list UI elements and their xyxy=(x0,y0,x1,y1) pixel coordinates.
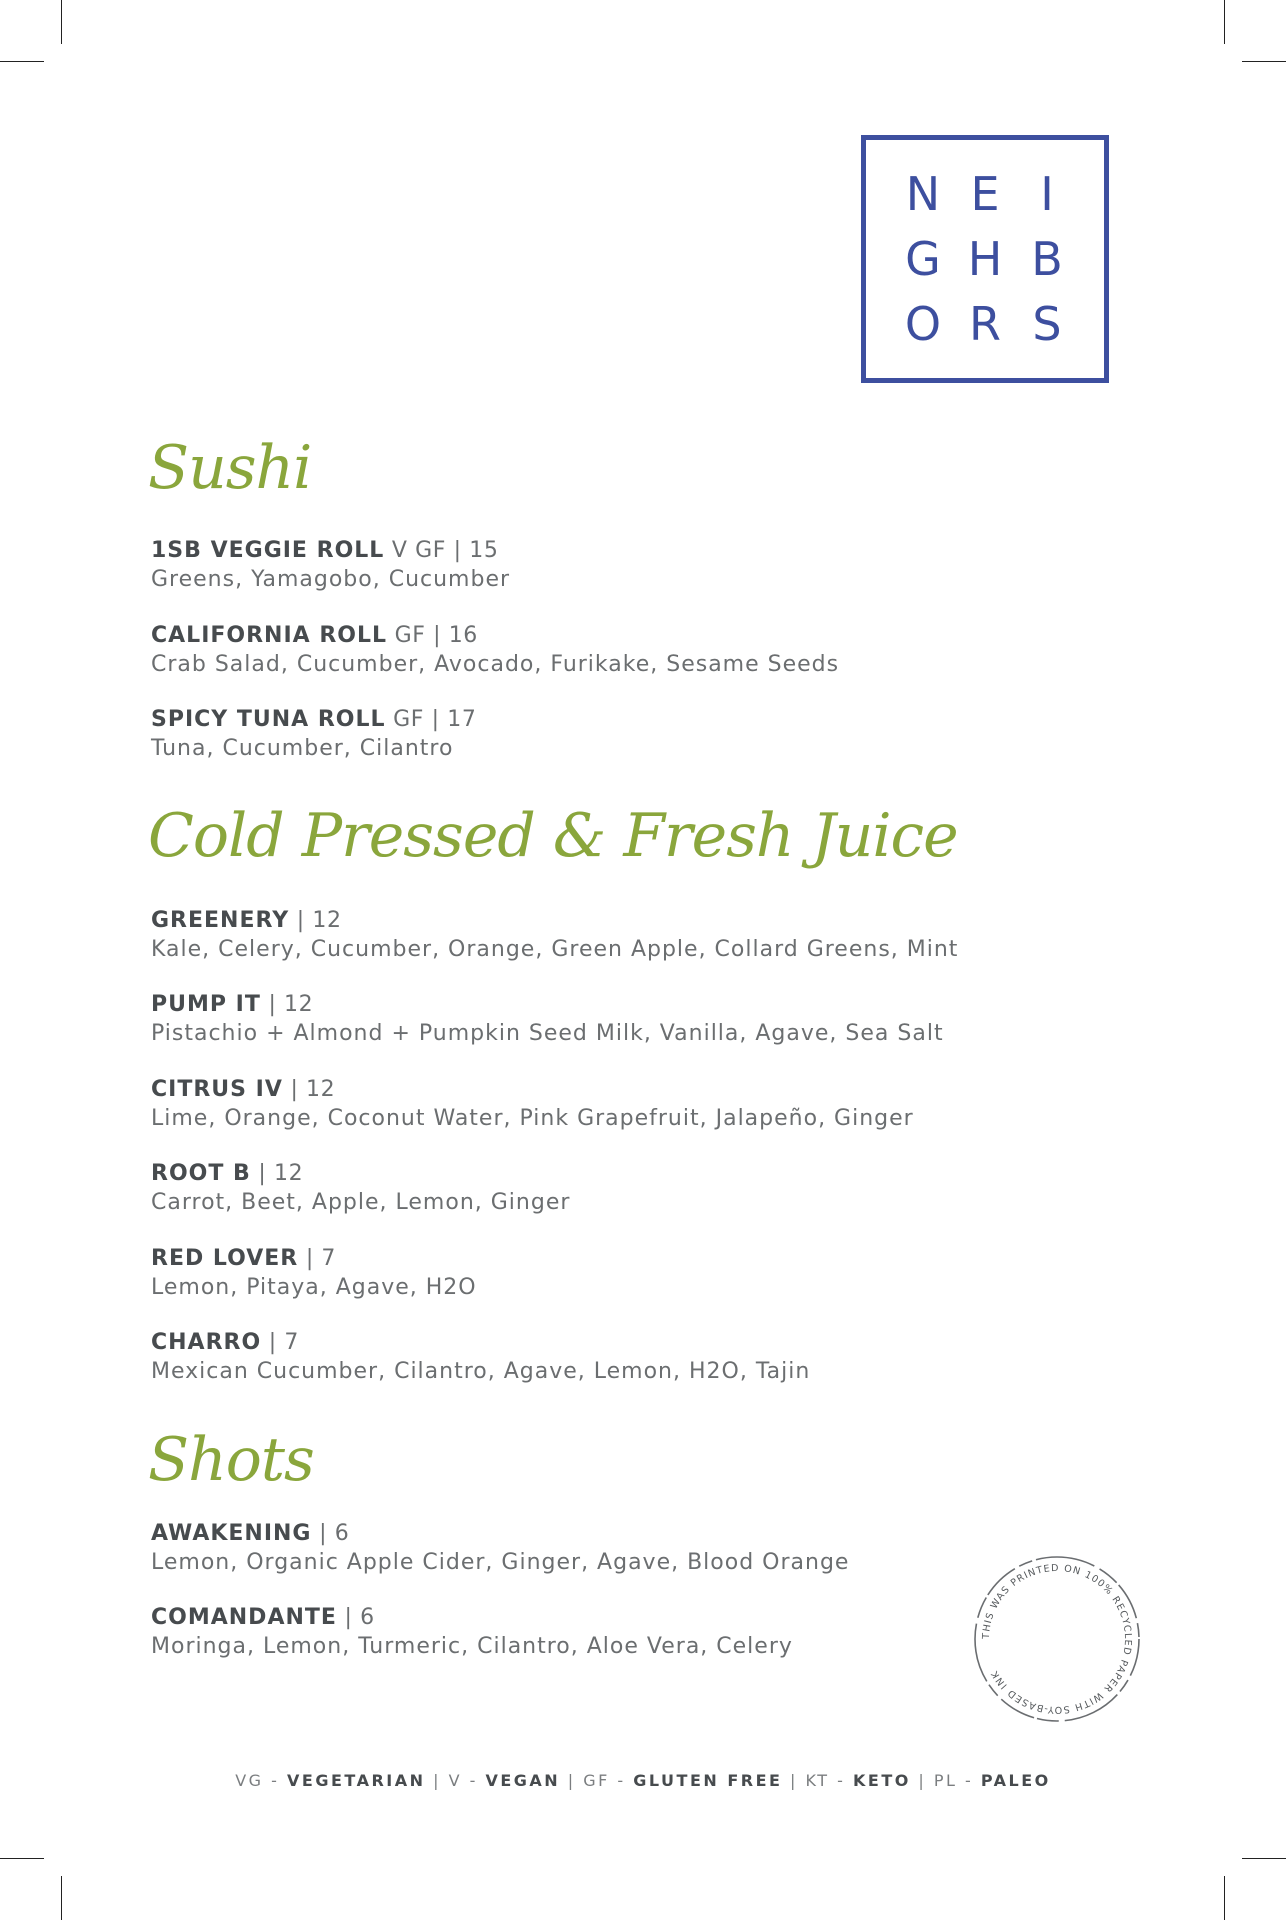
item-description: Tuna, Cucumber, Cilantro xyxy=(151,736,454,761)
logo-letter: O xyxy=(904,296,942,351)
item-name: RED LOVER xyxy=(151,1246,299,1271)
legend-label: PALEO xyxy=(980,1771,1051,1790)
legend-separator: | xyxy=(560,1771,584,1790)
crop-mark xyxy=(1224,1876,1225,1920)
crop-mark xyxy=(1242,1858,1286,1859)
menu-item xyxy=(151,705,476,763)
menu-item xyxy=(151,1075,914,1133)
section-title-shots: Shots xyxy=(148,1425,314,1495)
item-meta: | 7 xyxy=(261,1330,299,1355)
item-description: Mexican Cucumber, Cilantro, Agave, Lemon, H2O, Tajin xyxy=(151,1359,811,1384)
item-description: Kale, Celery, Cucumber, Orange, Green Apple, Collard Greens, Mint xyxy=(151,937,959,962)
item-description: Lemon, Pitaya, Agave, H2O xyxy=(151,1275,477,1300)
legend-code: GF - xyxy=(583,1771,634,1790)
menu-item xyxy=(151,990,944,1048)
neighbors-logo xyxy=(861,135,1109,383)
item-meta: V GF | 15 xyxy=(384,538,499,563)
item-name: SPICY TUNA ROLL xyxy=(151,707,386,732)
recycled-paper-stamp xyxy=(966,1548,1148,1730)
item-meta: | 12 xyxy=(282,1077,336,1102)
section-title-sushi: Sushi xyxy=(148,433,312,503)
menu-item xyxy=(151,1603,793,1661)
item-name: CALIFORNIA ROLL xyxy=(151,623,388,648)
menu-item xyxy=(151,536,510,594)
item-name: CHARRO xyxy=(151,1330,262,1355)
item-description: Pistachio + Almond + Pumpkin Seed Milk, Vanilla, Agave, Sea Salt xyxy=(151,1021,944,1046)
legend-label: VEGAN xyxy=(485,1771,561,1790)
menu-item xyxy=(151,621,839,679)
menu-item xyxy=(151,1328,810,1386)
item-description: Crab Salad, Cucumber, Avocado, Furikake, Sesame Seeds xyxy=(151,652,840,677)
item-meta: | 12 xyxy=(250,1161,304,1186)
item-meta: GF | 16 xyxy=(387,623,478,648)
stamp-text: THIS WAS PRINTED ON 100% RECYCLED PAPER WITH SOY-BASED INK xyxy=(980,1562,1134,1716)
logo-letter: H xyxy=(967,231,1003,286)
legend-label: VEGETARIAN xyxy=(287,1771,426,1790)
item-meta: GF | 17 xyxy=(385,707,477,732)
item-description: Greens, Yamagobo, Cucumber xyxy=(151,567,511,592)
item-description: Carrot, Beet, Apple, Lemon, Ginger xyxy=(151,1190,571,1215)
legend-label: KETO xyxy=(852,1771,911,1790)
item-meta: | 12 xyxy=(260,992,314,1017)
legend-separator: | xyxy=(425,1771,449,1790)
legend-label: GLUTEN FREE xyxy=(633,1771,783,1790)
logo-letter: E xyxy=(970,167,1000,222)
logo-letter: I xyxy=(1040,167,1054,222)
item-name: COMANDANTE xyxy=(151,1605,337,1630)
item-meta: | 12 xyxy=(289,908,342,933)
item-name: CITRUS IV xyxy=(151,1077,283,1102)
section-title-juice: Cold Pressed & Fresh Juice xyxy=(148,801,958,871)
crop-mark xyxy=(0,1858,44,1859)
crop-mark xyxy=(0,61,44,62)
item-description: Moringa, Lemon, Turmeric, Cilantro, Aloe Vera, Celery xyxy=(151,1634,793,1659)
item-description: Lime, Orange, Coconut Water, Pink Grapefruit, Jalapeño, Ginger xyxy=(151,1106,914,1131)
item-name: AWAKENING xyxy=(151,1521,312,1546)
item-meta: | 6 xyxy=(336,1605,375,1630)
legend-code: KT - xyxy=(805,1771,853,1790)
crop-mark xyxy=(61,1876,62,1920)
logo-letter: S xyxy=(1032,296,1062,351)
menu-item xyxy=(151,906,958,964)
dietary-legend xyxy=(0,1771,1286,1790)
legend-code: VG - xyxy=(235,1771,288,1790)
menu-item xyxy=(151,1159,570,1217)
crop-mark xyxy=(1242,61,1286,62)
item-name: ROOT B xyxy=(151,1161,251,1186)
crop-mark xyxy=(1224,0,1225,44)
item-name: 1SB VEGGIE ROLL xyxy=(151,538,385,563)
menu-item xyxy=(151,1519,849,1577)
legend-separator: | xyxy=(782,1771,806,1790)
item-meta: | 6 xyxy=(311,1521,350,1546)
logo-letter: B xyxy=(1031,231,1063,286)
item-name: GREENERY xyxy=(151,908,290,933)
legend-code: V - xyxy=(448,1771,486,1790)
crop-mark xyxy=(61,0,62,44)
legend-separator: | xyxy=(910,1771,934,1790)
svg-text:THIS WAS PRINTED ON 100% RECYC xyxy=(981,1563,1133,1715)
item-name: PUMP IT xyxy=(151,992,261,1017)
logo-letter: R xyxy=(969,296,1001,351)
legend-code: PL - xyxy=(933,1771,981,1790)
item-description: Lemon, Organic Apple Cider, Ginger, Agave, Blood Orange xyxy=(151,1550,850,1575)
item-meta: | 7 xyxy=(298,1246,337,1271)
menu-item xyxy=(151,1244,477,1302)
logo-letter: N xyxy=(905,167,941,222)
logo-letter: G xyxy=(905,231,941,286)
